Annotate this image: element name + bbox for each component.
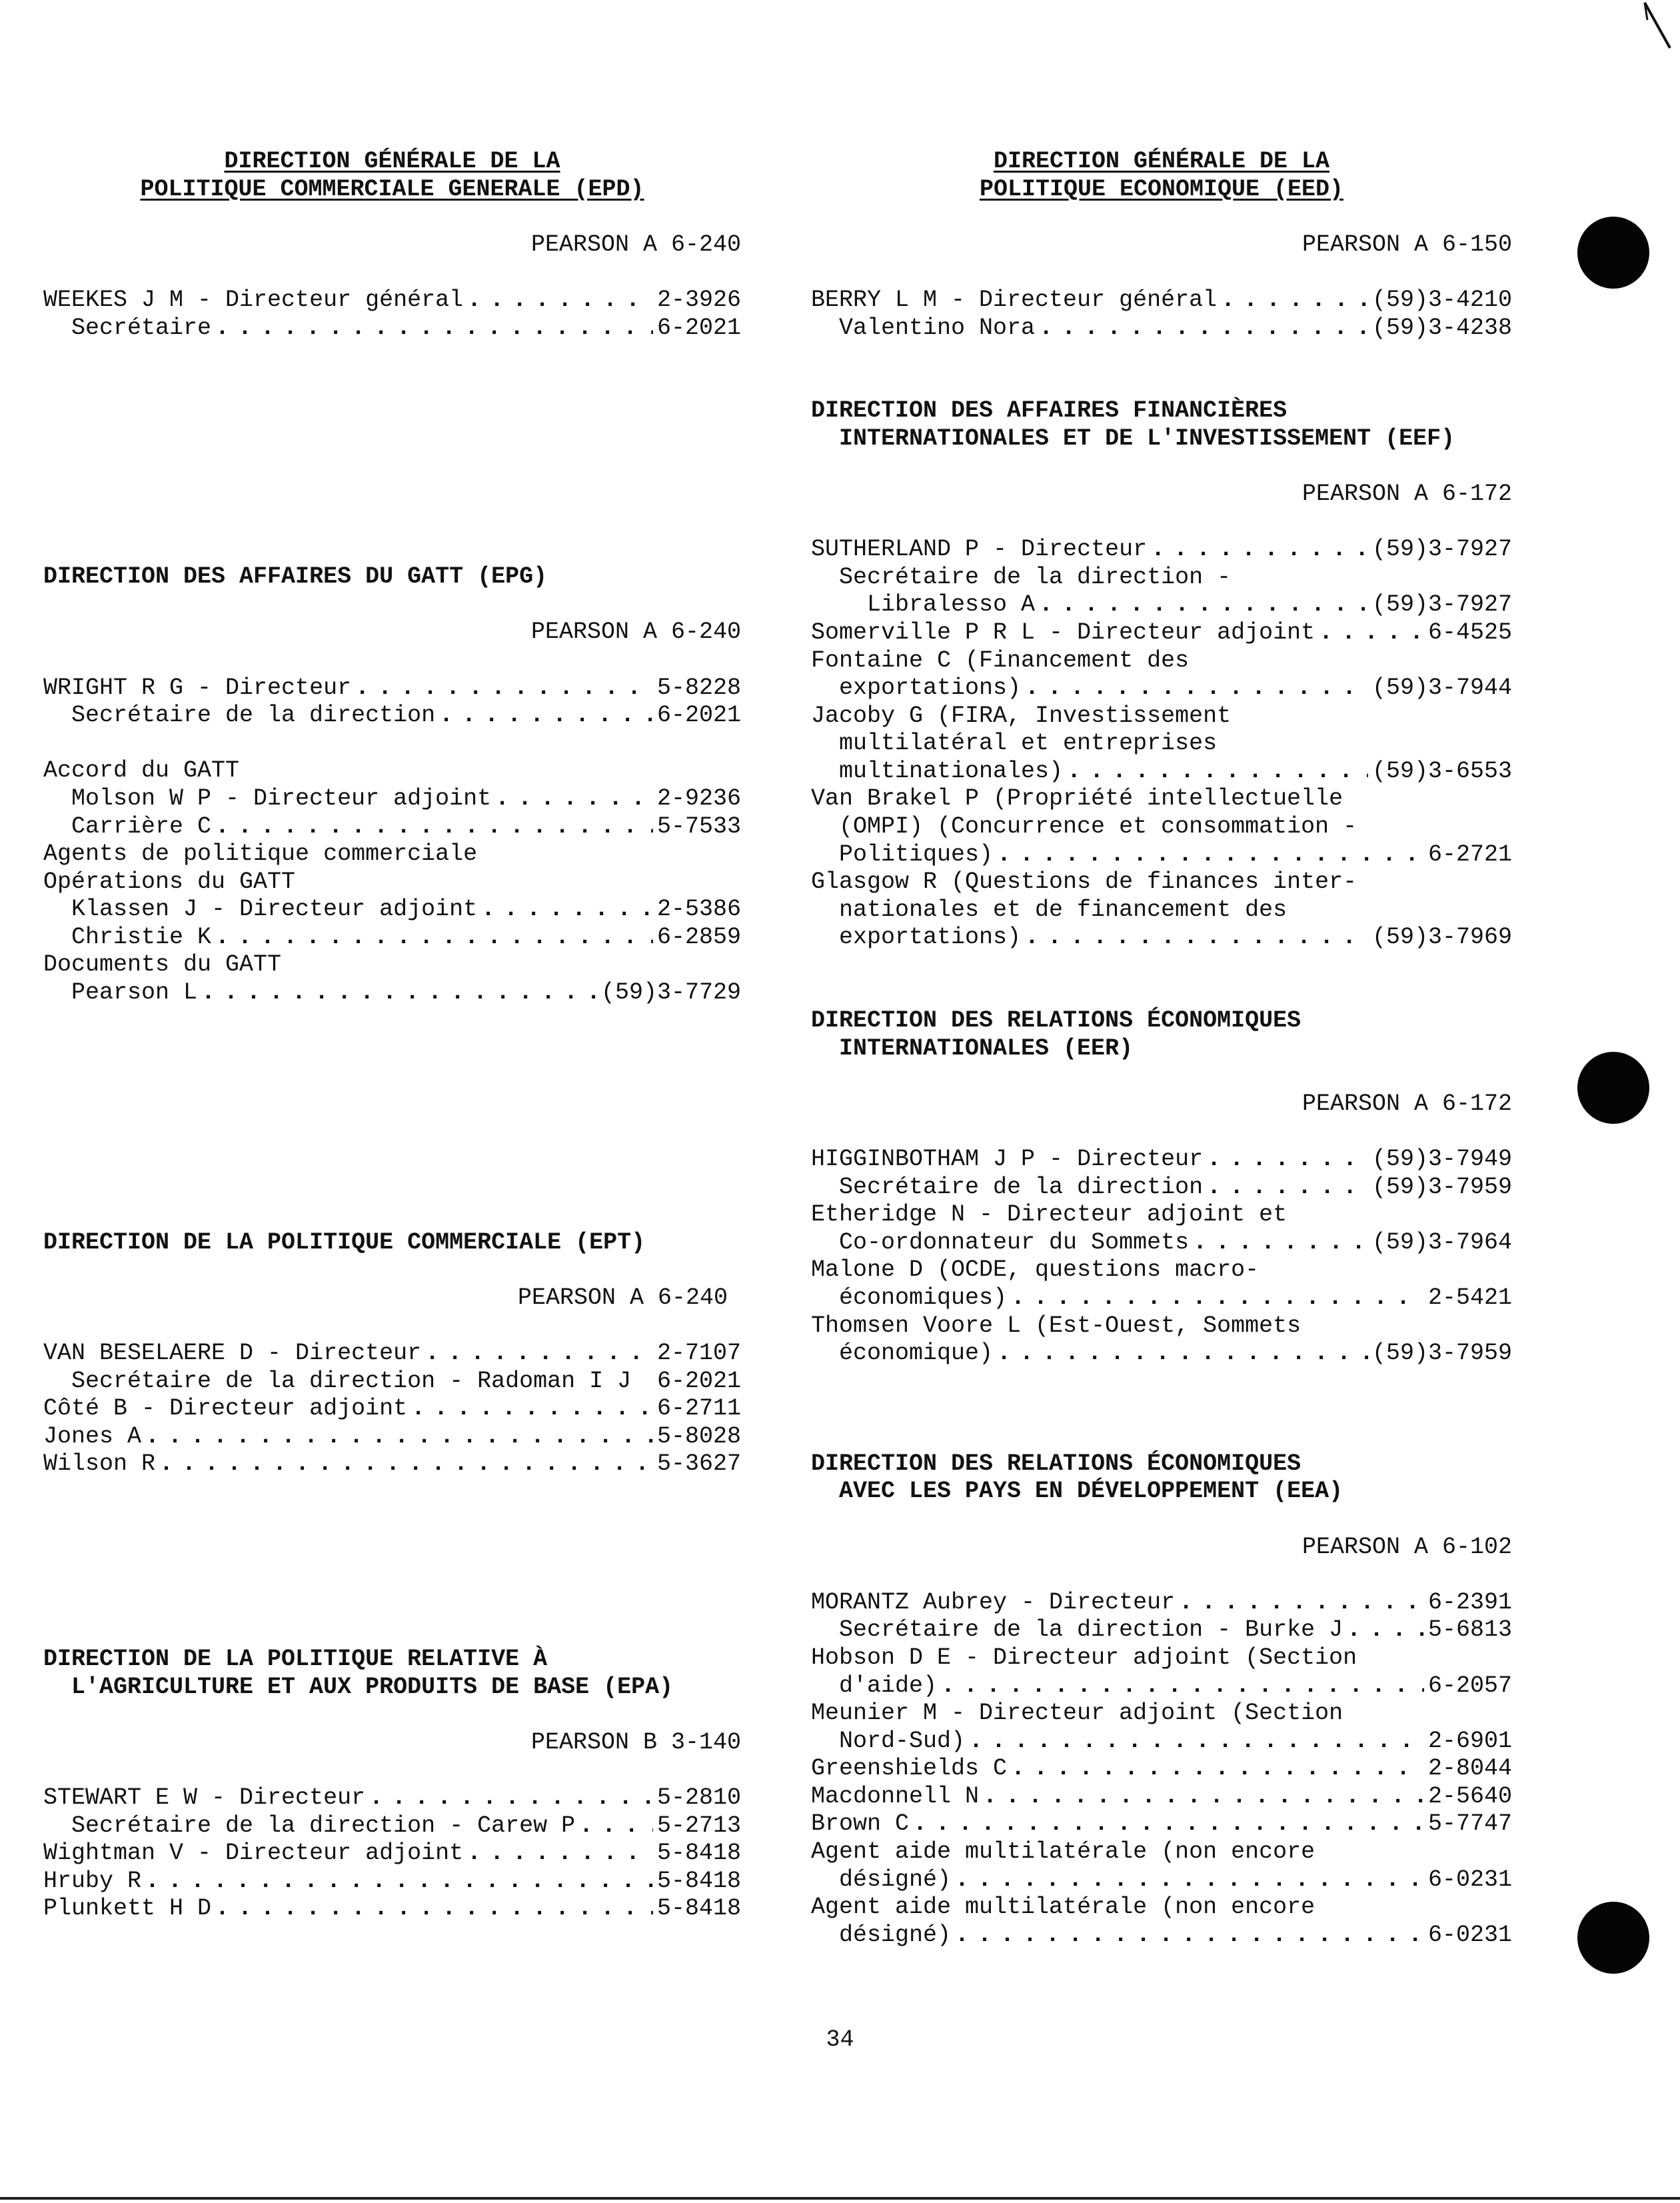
entry-row: Libralesso A . . . (59)3-7927 <box>811 591 1512 619</box>
entry-row: Secrétaire de la direction - Radoman I J 6-2021 <box>71 1367 741 1394</box>
location: PEARSON A 6-240 <box>530 619 741 646</box>
entry-row: Brown C . . . 5-7747 <box>811 1810 1512 1838</box>
entry-row: HIGGINBOTHAM J P - Directeur . . . (59)3-7949 <box>811 1146 1512 1174</box>
section-ept <box>43 1229 741 1478</box>
section-title <box>811 1007 1512 1063</box>
section-title <box>811 148 1512 203</box>
entry-row: VAN BESELAERE D - Directeur . . . 2-7107 <box>43 1340 741 1368</box>
section-title <box>811 397 1512 453</box>
entry-heading: multilatéral et entreprises <box>839 730 1218 757</box>
location: PEARSON A 6-240 <box>530 231 741 258</box>
entry-row: Valentino Nora . . . (59)3-4238 <box>811 315 1512 343</box>
title-line: DIRECTION DE LA POLITIQUE RELATIVE À <box>43 1646 548 1672</box>
section-title <box>43 563 741 591</box>
entry-row: Secrétaire de la direction . . . (59)3-7959 <box>811 1174 1512 1202</box>
location: PEARSON B 3-140 <box>530 1728 741 1756</box>
entry-row: Plunkett H D . . . 5-8418 <box>43 1895 741 1923</box>
page-number: 34 <box>826 2026 854 2053</box>
section-epg <box>43 563 741 1007</box>
entry-heading: Agent aide multilatérale (non encore <box>811 1894 1315 1921</box>
entry-list <box>43 1340 741 1478</box>
section-title <box>43 148 741 203</box>
entry-row: SUTHERLAND P - Directeur . . . (59)3-7927 <box>811 536 1512 564</box>
title-line: DIRECTION GÉNÉRALE DE LA <box>993 148 1330 175</box>
entry-row: Nord-Sud) . . . 2-6901 <box>811 1728 1512 1756</box>
location: PEARSON A 6-172 <box>1301 480 1512 507</box>
section-eef <box>811 397 1512 952</box>
title-line: INTERNATIONALES (EER) <box>839 1035 1134 1062</box>
entry-heading: (OMPI) (Concurrence et consommation - <box>839 813 1357 841</box>
section-eer <box>811 1007 1512 1368</box>
title-line: DIRECTION DES AFFAIRES DU GATT (EPG) <box>43 563 548 591</box>
title-line: L'AGRICULTURE ET AUX PRODUITS DE BASE (EPA) <box>71 1673 674 1700</box>
entry-row: Christie K . . . 6-2859 <box>43 924 741 952</box>
entry-heading: Opérations du GATT <box>43 868 296 895</box>
entry-list <box>811 536 1512 952</box>
entry-row: Secrétaire de la direction - Burke J . . . 5-6813 <box>811 1616 1512 1644</box>
entry-heading: Fontaine C (Financement des <box>811 647 1190 674</box>
section-title <box>43 1229 741 1257</box>
entry-row: Hruby R . . . 5-8418 <box>43 1868 741 1896</box>
entry-row: multinationales) . . . (59)3-6553 <box>811 758 1512 786</box>
location: PEARSON A 6-240 <box>517 1284 728 1311</box>
corner-mark <box>1641 0 1674 53</box>
entry-heading: Accord du GATT <box>43 757 240 785</box>
entry-heading: Agents de politique commerciale <box>43 841 478 868</box>
entry-heading: Hobson D E - Directeur adjoint (Section <box>811 1644 1357 1671</box>
entry-list <box>43 1784 741 1923</box>
entry-row: WRIGHT R G - Directeur . . . 5-8228 <box>43 675 741 703</box>
punch-hole <box>1577 217 1649 289</box>
entry-row: Klassen J - Directeur adjoint . . . 2-5386 <box>43 896 741 924</box>
entry-heading: Agent aide multilatérale (non encore <box>811 1838 1315 1866</box>
bottom-rule <box>0 2197 1680 2200</box>
entry-row: désigné) . . . 6-0231 <box>811 1922 1512 1950</box>
section-eea <box>811 1450 1512 1950</box>
section-eed <box>811 148 1512 342</box>
entry-heading: Meunier M - Directeur adjoint (Section <box>811 1700 1343 1727</box>
section-epd <box>43 148 741 342</box>
entry-row: Co-ordonnateur du Sommets . . . (59)3-7964 <box>811 1229 1512 1257</box>
entry-row: économiques) . . . 2-5421 <box>811 1284 1512 1312</box>
entry-heading: Documents du GATT <box>43 951 282 979</box>
entry-row: STEWART E W - Directeur . . . 5-2810 <box>43 1784 741 1812</box>
punch-hole <box>1577 1052 1649 1124</box>
entry-row: Wilson R . . . 5-3627 <box>43 1450 741 1478</box>
entry-heading: Van Brakel P (Propriété intellectuelle <box>811 785 1343 813</box>
entry-row: Secrétaire de la direction . . . 6-2021 <box>43 702 741 730</box>
entry-list <box>811 287 1512 342</box>
entry-row: Somerville P R L - Directeur adjoint . . . 6-4525 <box>811 619 1512 647</box>
entry-row: désigné) . . . 6-0231 <box>811 1866 1512 1894</box>
section-title <box>43 1646 741 1701</box>
entry-list <box>43 287 741 342</box>
section-title <box>811 1450 1512 1506</box>
entry-heading: Glasgow R (Questions de finances inter- <box>811 869 1357 896</box>
title-line: INTERNATIONALES ET DE L'INVESTISSEMENT (EEF) <box>839 425 1455 452</box>
entry-row: Carrière C . . . 5-7533 <box>43 813 741 841</box>
entry-row: Secrétaire . . . 6-2021 <box>43 315 741 343</box>
entry-row: Jones A . . . 5-8028 <box>43 1423 741 1451</box>
entry-row: d'aide) . . . 6-2057 <box>811 1672 1512 1700</box>
location: PEARSON A 6-172 <box>1301 1090 1512 1117</box>
title-line: AVEC LES PAYS EN DÉVELOPPEMENT (EEA) <box>839 1478 1343 1505</box>
entry-list <box>43 675 741 1007</box>
title-line: POLITIQUE COMMERCIALE GENERALE (EPD) <box>140 175 644 203</box>
entry-row: BERRY L M - Directeur général . . . (59)3-4210 <box>811 287 1512 315</box>
title-line: DIRECTION GÉNÉRALE DE LA <box>224 148 560 175</box>
title-line: POLITIQUE ECONOMIQUE (EED) <box>979 175 1344 203</box>
location: PEARSON A 6-102 <box>1301 1533 1512 1560</box>
entry-row: MORANTZ Aubrey - Directeur . . . 6-2391 <box>811 1589 1512 1617</box>
entry-row: Wightman V - Directeur adjoint . . . 5-8418 <box>43 1840 741 1868</box>
left-column <box>43 148 741 1923</box>
entry-row: Pearson L . . . (59)3-7729 <box>43 979 741 1007</box>
entry-heading: Malone D (OCDE, questions macro- <box>811 1256 1260 1284</box>
entry-heading: Thomsen Voore L (Est-Ouest, Sommets <box>811 1312 1301 1339</box>
entry-row: économique) . . . (59)3-7959 <box>811 1340 1512 1368</box>
entry-row: Greenshields C . . . 2-8044 <box>811 1755 1512 1783</box>
entry-list <box>811 1589 1512 1950</box>
entry-row: Côté B - Directeur adjoint . . . 6-2711 <box>43 1395 741 1423</box>
entry-heading: Jacoby G (FIRA, Investissement <box>811 702 1232 729</box>
punch-hole <box>1577 1902 1649 1974</box>
entry-row: Politiques) . . . 6-2721 <box>811 841 1512 869</box>
entry-heading: Secrétaire de la direction - <box>839 563 1232 591</box>
section-epa <box>43 1646 741 1923</box>
title-line: DIRECTION DE LA POLITIQUE COMMERCIALE (EPT) <box>43 1228 646 1256</box>
entry-heading: Etheridge N - Directeur adjoint et <box>811 1201 1287 1228</box>
location: PEARSON A 6-150 <box>1301 231 1512 258</box>
entry-row: Macdonnell N . . . 2-5640 <box>811 1783 1512 1811</box>
entry-row: exportations) . . . (59)3-7944 <box>811 675 1512 703</box>
right-column <box>811 148 1512 1949</box>
entry-row: exportations) . . . (59)3-7969 <box>811 924 1512 952</box>
entry-row: Secrétaire de la direction - Carew P . . . 5-2713 <box>43 1812 741 1840</box>
title-line: DIRECTION DES RELATIONS ÉCONOMIQUES <box>811 1450 1301 1477</box>
title-line: DIRECTION DES RELATIONS ÉCONOMIQUES <box>811 1007 1301 1035</box>
entry-list <box>811 1146 1512 1368</box>
entry-row: WEEKES J M - Directeur général . . . 2-3926 <box>43 287 741 315</box>
title-line: DIRECTION DES AFFAIRES FINANCIÈRES <box>811 397 1287 425</box>
entry-row: Molson W P - Directeur adjoint . . . 2-9236 <box>43 785 741 813</box>
entry-heading: nationales et de financement des <box>839 896 1287 923</box>
